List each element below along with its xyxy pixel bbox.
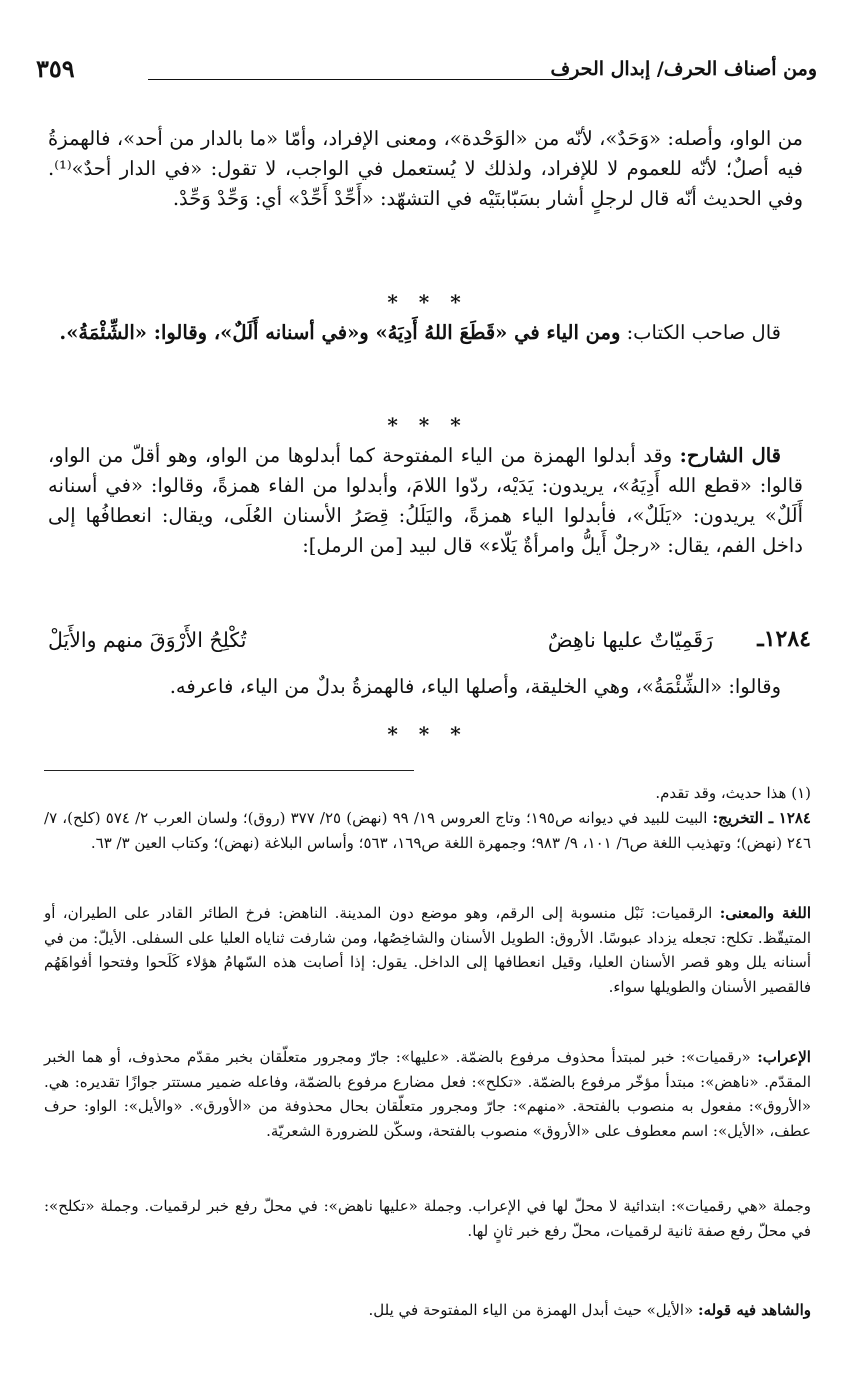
footnote-takhrij [44, 806, 811, 855]
commentary-text: وقد أبدلوا الهمزة من الياء المفتوحة كما أبدلوها من الواو، وهو أقلّ من الواو، قالوا: «قطع الله أَدِيَهُ»، يريدون: يَدَيْه، ردّوا اللامَ، وأبدلوا من الفاء همزةً، وقالوا: «في أسنانه أَلَلٌ» يريدون: «يَلَلٌ»، فأبدلوا الياء همزةً، واليَلَلُ: قِصَرُ الأسنان العُلَى، ويقال: انعطافُها إلى داخل الفم، يقال: «رجلٌ أَيلُّ وامرأةٌ يَلّاء» قال لبيد [من الرمل]: [48, 444, 803, 557]
commentary-paragraph [48, 441, 803, 561]
footnote-rule [44, 770, 414, 771]
lugha-text: الرقميات: نَبْل منسوبة إلى الرقم، وهو موضع دون المدينة. الناهض: فرخ الطائر القادر على الطيران، أو المتيقّظ. تكلح: تجعله يزداد عبوسًا. الأروق: الطويل الأسنان والشاخِصُها، ومن شارفت ثناياه العليا على السفلى. الأيلّ: من في أسنانه يلل وهو قصر الأسنان العليا، وقيل انعطافها إلى الداخل. يقول: إذا أصابت هذه السّهامُ هؤلاء كَلَحوا وفتحوا أفواهَهُم فالقصير الأسنان والطويلها سواء. [44, 904, 811, 996]
header-title: ومن أصناف الحرف/ إبدال الحرف [550, 58, 817, 80]
shahid-text: «الأيل» حيث أبدل الهمزة من الياء المفتوحة في يلل. [368, 1301, 694, 1319]
author-quote: ومن الياء في «قَطَعَ اللهُ أَدِيَهُ» و«في أسنانه أَلَلٌ»، وقالوا: «الشِّئْمَةُ». [59, 321, 621, 344]
verse-number: ١٢٨٤ـ [757, 626, 811, 652]
footnote-1: (١) هذا حديث، وقد تقدم. [655, 784, 811, 802]
commentator-lead: قال الشارح: [679, 444, 781, 467]
shahid-lead: والشاهد فيه قوله: [698, 1301, 811, 1319]
takhrij-lead: ١٢٨٤ ـ التخريج: [712, 809, 811, 827]
verse-second-hemistich: تُكْلِحُ الأَرْوَقَ منهم والأَيَلْ [48, 628, 247, 652]
section-separator: * * * [387, 722, 468, 746]
author-lead: قال صاحب الكتاب: [626, 321, 781, 344]
footnote-irab [44, 1045, 811, 1143]
footnote-shahid [44, 1298, 811, 1323]
author-text [48, 318, 803, 348]
section-separator: * * * [387, 290, 468, 314]
header-rule [148, 79, 573, 80]
page-number: ٣٥٩ [36, 54, 75, 83]
poetry-verse [48, 622, 811, 662]
verse-first-hemistich: رَقَمِيّاتٌ عليها ناهِضٌ [547, 628, 713, 652]
closing-paragraph: وقالوا: «الشِّئْمَةُ»، وهي الخليقة، وأصلها الياء، فالهمزةُ بدلٌ من الياء، فاعرفه. [169, 675, 781, 698]
footnote-lugha [44, 901, 811, 999]
lugha-lead: اللغة والمعنى: [719, 904, 811, 922]
takhrij-text: البيت للبيد في ديوانه ص١٩٥؛ وتاج العروس ١٩/ ٩٩ (نهض) ٢٥/ ٣٧٧ (روق)؛ ولسان العرب ٢/ ٥٧٤ (كلح)، ٧/ ٢٤٦ (نهض)؛ وتهذيب اللغة ص٦/ ١٠١، ٩/ ٩٨٣؛ وجمهرة اللغة ص١٦٩، ٥٦٣؛ وأساس البلاغة (نهض)؛ وكتاب العين ٣/ ٦٣. [44, 809, 811, 852]
irab-text: «رقميات»: خبر لمبتدأ محذوف مرفوع بالضمّة. «عليها»: جارّ ومجرور متعلّقان بخبر مقدّم محذوف، أو هما الخبر المقدّم. «ناهض»: مبتدأ مؤخّر مرفوع بالضمّة. «تكلح»: فعل مضارع مرفوع بالضمّة، وفاعله ضمير مستتر جوازًا تقديره: هي. «الأروق»: مفعول به منصوب بالفتحة. «منهم»: جارّ ومجرور متعلّقان بحال محذوفة من «الأورق». «والأيل»: الواو: حرف عطف، «الأيل»: اسم معطوف على «الأروق» منصوب بالفتحة، وسكّن للضرورة الشعريّة. [44, 1048, 811, 1140]
footnote-jumla: وجملة «هي رقميات»: ابتدائية لا محلّ لها في الإعراب. وجملة «عليها ناهض»: في محلّ رفع خبر لرقميات. وجملة «تكلح»: في محلّ رفع صفة ثانية لرقميات، محلّ رفع خبر ثانٍ لها. [44, 1197, 811, 1240]
section-separator: * * * [387, 413, 468, 437]
running-header [36, 54, 817, 90]
irab-lead: الإعراب: [757, 1048, 811, 1066]
paragraph-continuation: من الواو، وأصله: «وَحَدٌ»، لأنّه من «الوَحْدة»، ومعنى الإفراد، وأمّا «ما بالدار من أحد»، فالهمزةُ فيه أصلٌ؛ لأنّه للعموم لا للإفراد، ولذلك لا يُستعمل في الواجب، لا تقول: «في الدار أحدٌ»⁽¹⁾. وفي الحديث أنّه قال لرجلٍ أشار بسَبّابتَيْه في التشهّد: «أَحِّدْ أَحِّدْ» أي: وَحِّدْ وَحِّدْ. [48, 127, 803, 210]
